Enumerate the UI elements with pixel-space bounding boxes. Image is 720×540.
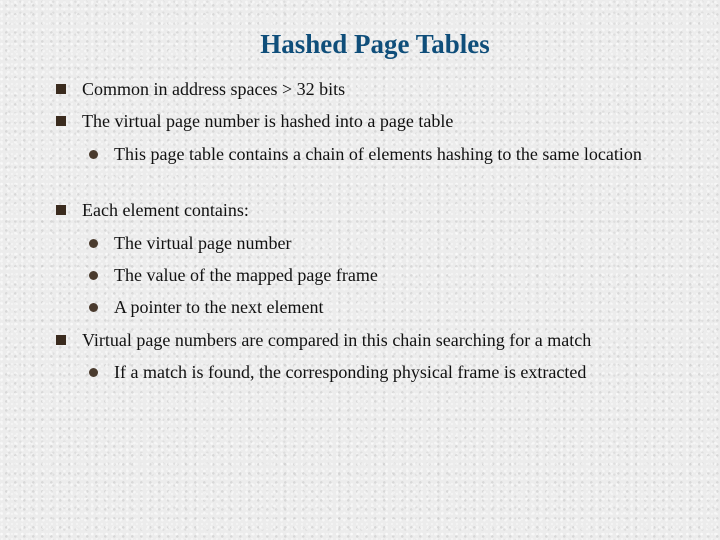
- sub-bullet-item: [114, 231, 674, 255]
- round-bullet-icon: [89, 150, 98, 159]
- round-bullet-icon: [89, 271, 98, 280]
- square-bullet-icon: [56, 116, 66, 126]
- square-bullet-icon: [56, 84, 66, 94]
- slide-title: Hashed Page Tables: [260, 29, 490, 59]
- round-bullet-icon: [89, 303, 98, 312]
- bullet-item: [82, 328, 682, 352]
- bullet-text: Virtual page numbers are compared in this chain searching for a match: [82, 330, 592, 350]
- square-bullet-icon: [56, 335, 66, 345]
- sub-bullet-text: The value of the mapped page frame: [114, 265, 378, 285]
- sub-bullet-text: The virtual page number: [114, 233, 292, 253]
- sub-bullet-text: A pointer to the next element: [114, 297, 324, 317]
- bullet-text: The virtual page number is hashed into a page table: [82, 111, 454, 131]
- round-bullet-icon: [89, 368, 98, 377]
- sub-bullet-item: [114, 142, 674, 166]
- bullet-item: [82, 109, 682, 133]
- sub-bullet-text: If a match is found, the corresponding physical frame is extracted: [114, 362, 587, 382]
- bullet-text: Each element contains:: [82, 200, 249, 220]
- bullet-text: Common in address spaces > 32 bits: [82, 79, 346, 99]
- round-bullet-icon: [89, 239, 98, 248]
- bullet-item: [82, 77, 682, 101]
- bullet-item: [82, 198, 682, 222]
- sub-bullet-item: [114, 263, 674, 287]
- square-bullet-icon: [56, 205, 66, 215]
- sub-bullet-text: This page table contains a chain of elements hashing to the same location: [114, 144, 642, 164]
- sub-bullet-item: [114, 360, 674, 384]
- sub-bullet-item: [114, 295, 674, 319]
